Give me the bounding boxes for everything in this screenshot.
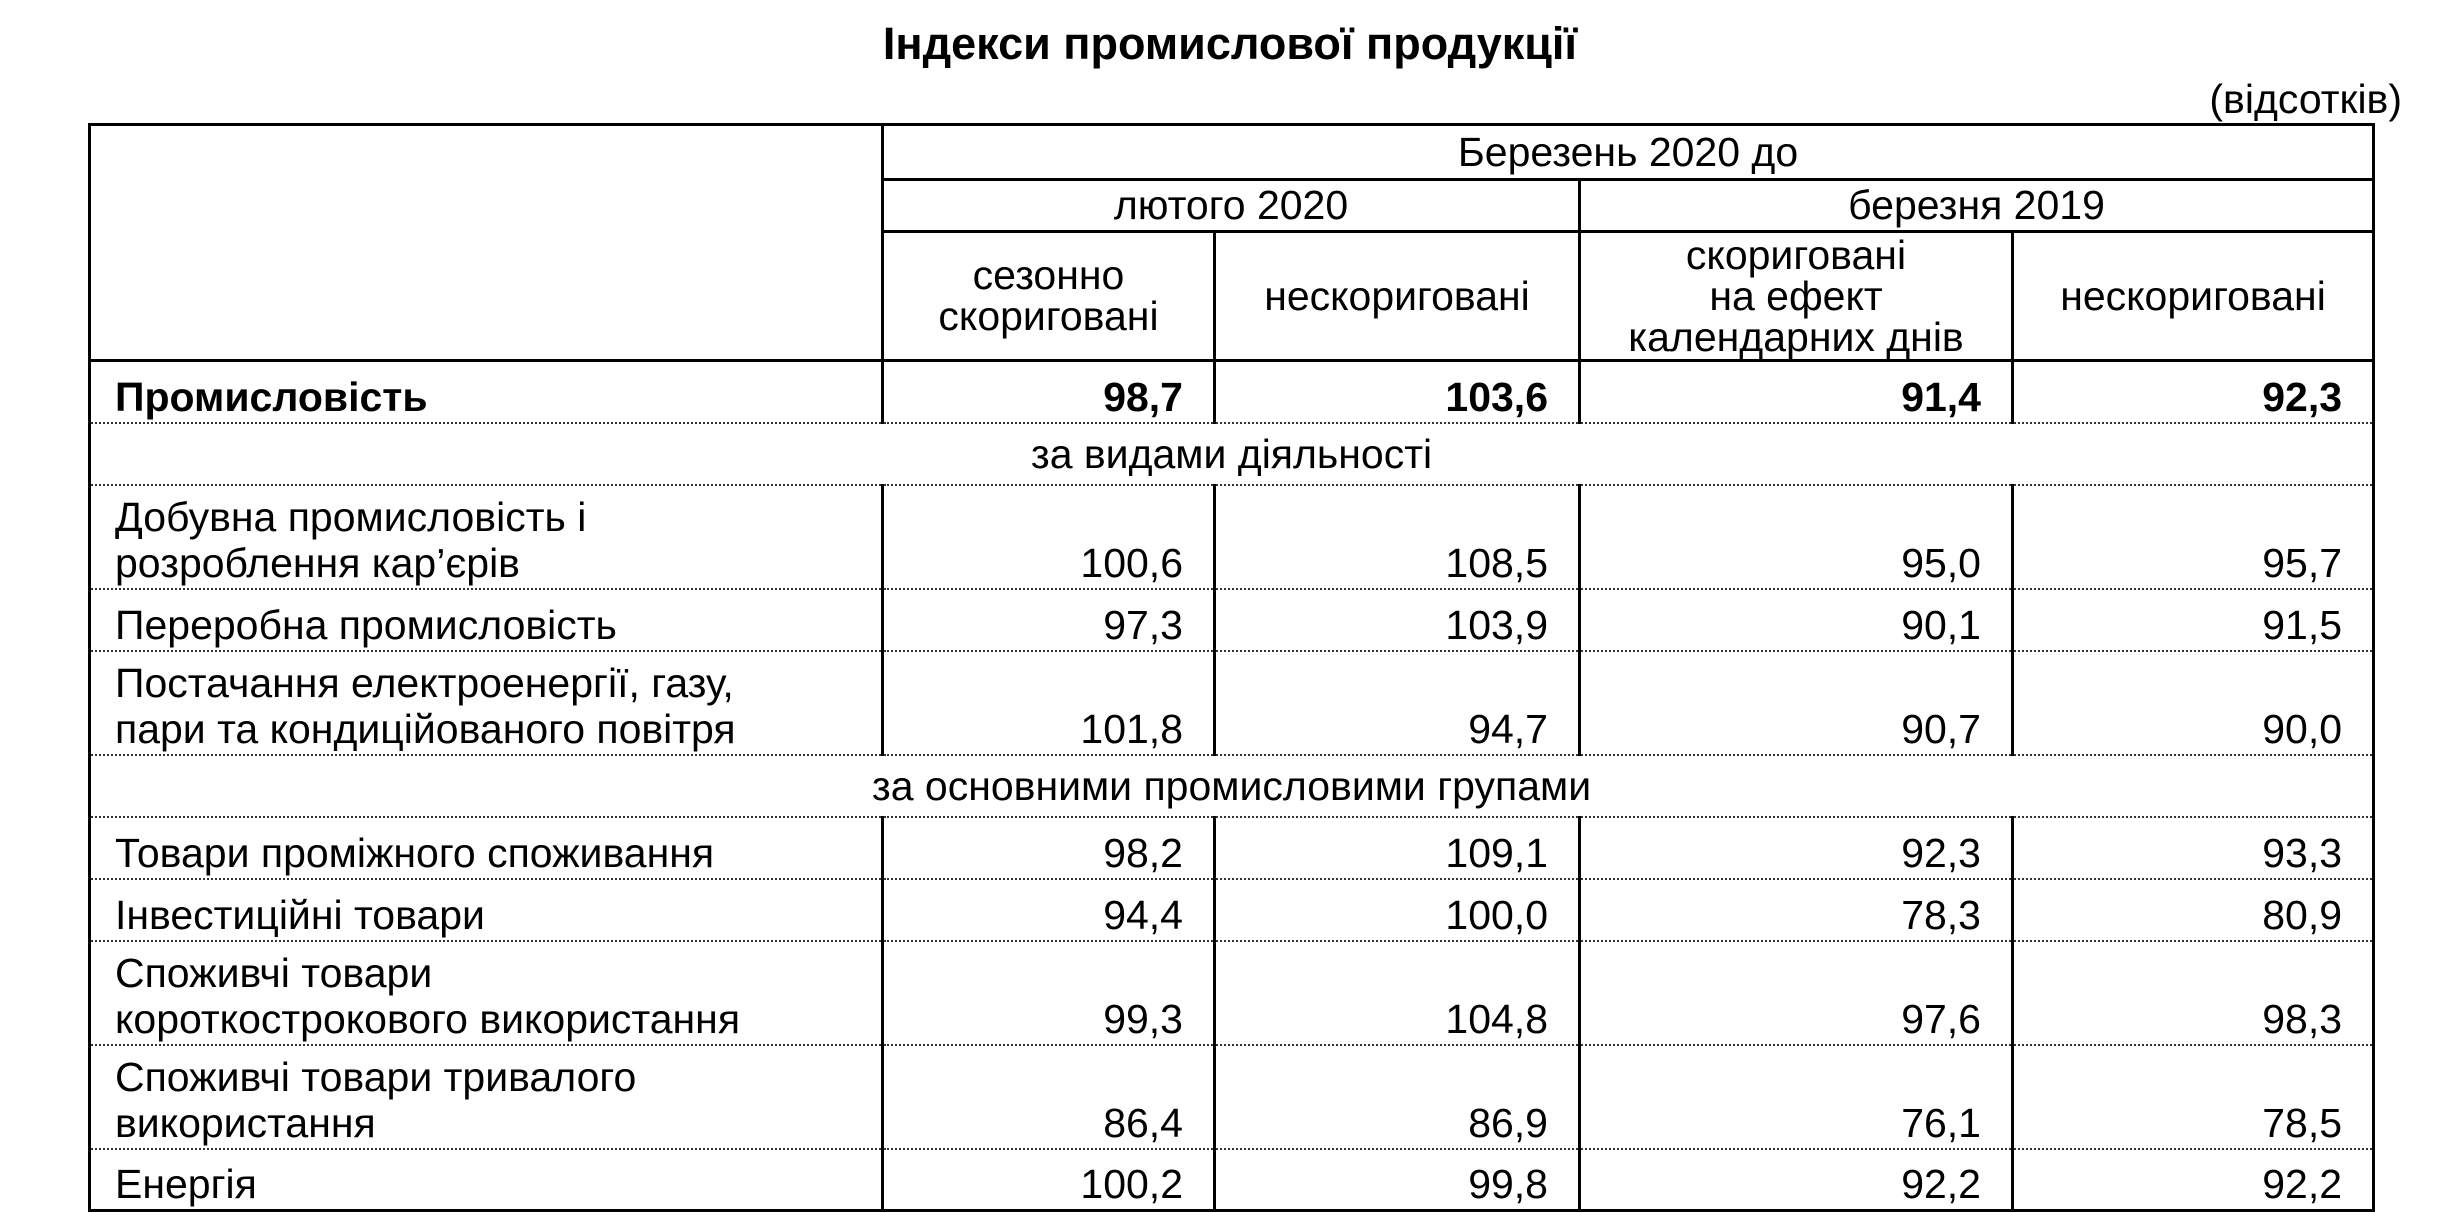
header-col-seasonally-adjusted: сезонно скориговані [883,232,1215,361]
cell-value: 99,8 [1215,1149,1580,1211]
cell-value: 100,2 [883,1149,1215,1211]
cell-value: 100,0 [1215,879,1580,941]
cell-value: 100,6 [883,485,1215,589]
row-label: Добувна промисловість і розроблення кар’єрів [90,485,883,589]
section-row [90,755,2374,817]
header-group: Березень 2020 до [883,125,2374,180]
cell-value: 94,4 [883,879,1215,941]
cell-value: 97,3 [883,589,1215,651]
cell-value: 90,7 [1580,651,2013,755]
row-label: Споживчі товари короткострокового використання [90,941,883,1045]
cell-value: 104,8 [1215,941,1580,1045]
row-label: Інвестиційні товари [90,879,883,941]
table-row [90,817,2374,879]
header-col-unadjusted-2: нескориговані [2013,232,2374,361]
row-label: Постачання електроенергії, газу, пари та кондиційованого повітря [90,651,883,755]
row-label: Споживчі товари тривалого використання [90,1045,883,1149]
table-row [90,941,2374,1045]
cell-value: 91,4 [1580,361,2013,423]
cell-value: 92,2 [2013,1149,2374,1211]
row-label: Промисловість [90,361,883,423]
section-heading: за основними промисловими групами [90,755,2374,817]
cell-value: 98,2 [883,817,1215,879]
cell-value: 103,6 [1215,361,1580,423]
section-row [90,423,2374,485]
table-row [90,485,2374,589]
cell-value: 78,5 [2013,1045,2374,1149]
cell-value: 76,1 [1580,1045,2013,1149]
cell-value: 103,9 [1215,589,1580,651]
cell-value: 91,5 [2013,589,2374,651]
cell-value: 80,9 [2013,879,2374,941]
table-row-total [90,361,2374,423]
cell-value: 98,3 [2013,941,2374,1045]
cell-value: 86,4 [883,1045,1215,1149]
header-blank-cell [90,125,883,361]
cell-value: 109,1 [1215,817,1580,879]
header-col-unadjusted-1: нескориговані [1215,232,1580,361]
cell-value: 90,1 [1580,589,2013,651]
cell-value: 97,6 [1580,941,2013,1045]
table-row [90,1149,2374,1211]
header-sub-prev-month: лютого 2020 [883,180,1580,232]
cell-value: 108,5 [1215,485,1580,589]
cell-value: 95,0 [1580,485,2013,589]
cell-value: 98,7 [883,361,1215,423]
industrial-index-table [88,123,2375,1212]
table-row [90,589,2374,651]
cell-value: 78,3 [1580,879,2013,941]
section-heading: за видами діяльності [90,423,2374,485]
cell-value: 93,3 [2013,817,2374,879]
cell-value: 90,0 [2013,651,2374,755]
header-sub-prev-year: березня 2019 [1580,180,2374,232]
header-col-calendar-adjusted: скориговані на ефект календарних днів [1580,232,2013,361]
cell-value: 94,7 [1215,651,1580,755]
cell-value: 92,3 [1580,817,2013,879]
table-row [90,1045,2374,1149]
unit-note: (відсотків) [2209,76,2402,122]
table-row [90,651,2374,755]
cell-value: 92,3 [2013,361,2374,423]
table-row [90,879,2374,941]
row-label: Переробна промисловість [90,589,883,651]
cell-value: 92,2 [1580,1149,2013,1211]
cell-value: 95,7 [2013,485,2374,589]
row-label: Енергія [90,1149,883,1211]
cell-value: 101,8 [883,651,1215,755]
cell-value: 99,3 [883,941,1215,1045]
cell-value: 86,9 [1215,1045,1580,1149]
page-title: Індекси промислової продукції [882,18,1578,69]
row-label: Товари проміжного споживання [90,817,883,879]
